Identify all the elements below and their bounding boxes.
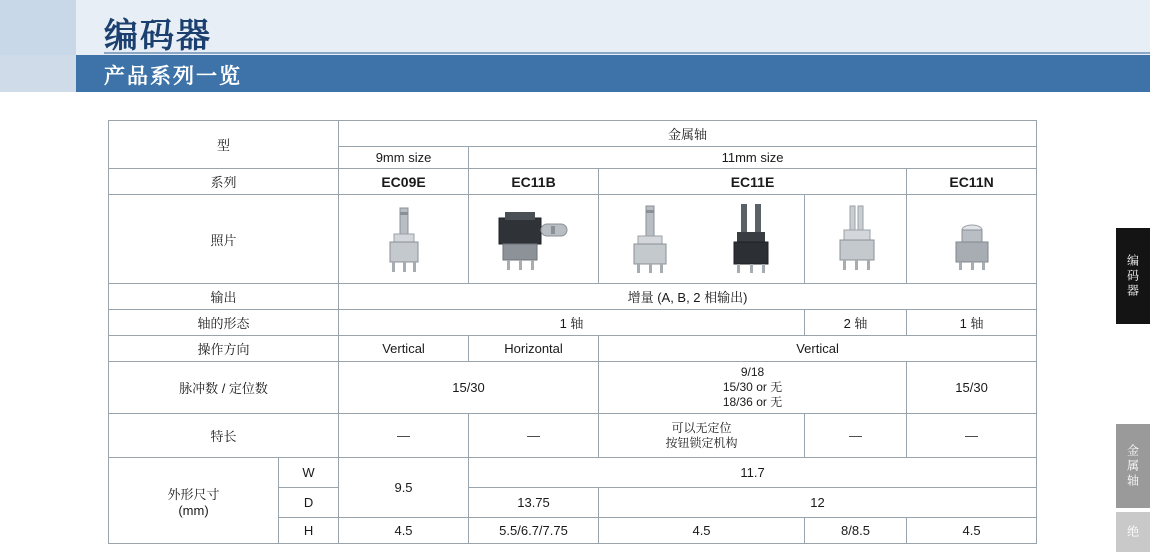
cell-output-label: 输出	[109, 284, 339, 310]
table-row-output	[109, 284, 1037, 310]
cell-direction-vertical-1: Vertical	[339, 336, 469, 362]
photo-ec11b	[469, 195, 599, 284]
cell-dim-w-11mm: 11.7	[469, 458, 1037, 488]
cell-feature-ec11n: —	[907, 414, 1037, 458]
cell-shaft-label: 轴的形态	[109, 310, 339, 336]
pulse-line-2: 15/30 or 无	[722, 380, 783, 394]
cell-size-11mm: 11mm size	[469, 147, 1037, 169]
cell-pulse-ec11e	[599, 362, 907, 414]
cell-feature-label: 特长	[109, 414, 339, 458]
feature-line-2: 按钮锁定机构	[665, 435, 738, 450]
cell-type-label: 型	[109, 121, 339, 169]
encoder-image-ec11e-a	[616, 200, 686, 278]
table-row-direction	[109, 336, 1037, 362]
table-row-dim-w	[109, 458, 1037, 488]
cell-dim-key-w: W	[279, 458, 339, 488]
header-divider	[104, 52, 1150, 54]
cell-dim-label	[109, 458, 279, 544]
side-tab-encoder[interactable]: 编码器	[1116, 228, 1150, 324]
cell-dim-d-ec11b: 13.75	[469, 488, 599, 518]
photo-ec11e-c	[805, 195, 907, 284]
cell-series-ec09e: EC09E	[339, 169, 469, 195]
photo-ec09e	[339, 195, 469, 284]
side-tab-metal-shaft[interactable]: 金属轴	[1116, 424, 1150, 508]
table-row-shaft	[109, 310, 1037, 336]
table-row-type	[109, 121, 1037, 147]
cell-dim-h-ec09e: 4.5	[339, 518, 469, 544]
cell-pulse-9mm: 15/30	[339, 362, 599, 414]
cell-feature-ec09e: —	[339, 414, 469, 458]
table-row-feature	[109, 414, 1037, 458]
pulse-line-3: 18/36 or 无	[722, 395, 783, 409]
cell-direction-label: 操作方向	[109, 336, 339, 362]
cell-output-value: 增量 (A, B, 2 相输出)	[339, 284, 1037, 310]
cell-dim-h-ec11e-2shaft: 8/8.5	[805, 518, 907, 544]
photo-ec11e-pair	[599, 195, 805, 284]
page-title: 编码器	[104, 17, 212, 55]
cell-direction-vertical-2: Vertical	[599, 336, 1037, 362]
cell-series-ec11e: EC11E	[599, 169, 907, 195]
cell-size-9mm: 9mm size	[339, 147, 469, 169]
encoder-image-ec11e-group	[601, 200, 802, 278]
photo-ec11n	[907, 195, 1037, 284]
dim-label-unit: (mm)	[178, 502, 209, 518]
encoder-image-ec11n	[909, 200, 1034, 278]
cell-shaft-1: 1 轴	[339, 310, 805, 336]
cell-feature-ec11e	[599, 414, 805, 458]
dim-label-text: 外形尺寸	[167, 486, 220, 502]
spec-table	[108, 120, 1037, 544]
cell-photo-label: 照片	[109, 195, 339, 284]
table-row-photo	[109, 195, 1037, 284]
cell-shaft-2: 2 轴	[805, 310, 907, 336]
cell-dim-h-ec11n: 4.5	[907, 518, 1037, 544]
cell-dim-h-ec11e: 4.5	[599, 518, 805, 544]
cell-dim-w-9mm: 9.5	[339, 458, 469, 518]
subtitle-left-accent	[0, 55, 76, 92]
page-header	[0, 0, 1150, 92]
cell-feature-ec11e-2shaft: —	[805, 414, 907, 458]
encoder-image-ec11b	[471, 200, 596, 278]
cell-feature-ec11b: —	[469, 414, 599, 458]
cell-metal-shaft: 金属轴	[339, 121, 1037, 147]
page-subtitle: 产品系列一览	[104, 65, 242, 88]
side-tab-insulated[interactable]: 绝	[1116, 512, 1150, 552]
encoder-image-ec09e	[341, 200, 466, 278]
cell-shaft-3: 1 轴	[907, 310, 1037, 336]
cell-dim-key-h: H	[279, 518, 339, 544]
encoder-image-ec11e-b	[717, 200, 787, 278]
cell-direction-horizontal: Horizontal	[469, 336, 599, 362]
cell-dim-key-d: D	[279, 488, 339, 518]
table-row-series	[109, 169, 1037, 195]
cell-dim-d-rest: 12	[599, 488, 1037, 518]
table-row-pulse	[109, 362, 1037, 414]
cell-pulse-ec11n: 15/30	[907, 362, 1037, 414]
cell-series-label: 系列	[109, 169, 339, 195]
spec-table-wrapper	[108, 120, 1036, 544]
cell-series-ec11b: EC11B	[469, 169, 599, 195]
feature-line-1: 可以无定位	[671, 420, 732, 435]
encoder-image-ec11e-c	[807, 200, 904, 278]
cell-dim-h-ec11b: 5.5/6.7/7.75	[469, 518, 599, 544]
pulse-line-1: 9/18	[740, 365, 765, 379]
cell-series-ec11n: EC11N	[907, 169, 1037, 195]
cell-pulse-label: 脉冲数 / 定位数	[109, 362, 339, 414]
